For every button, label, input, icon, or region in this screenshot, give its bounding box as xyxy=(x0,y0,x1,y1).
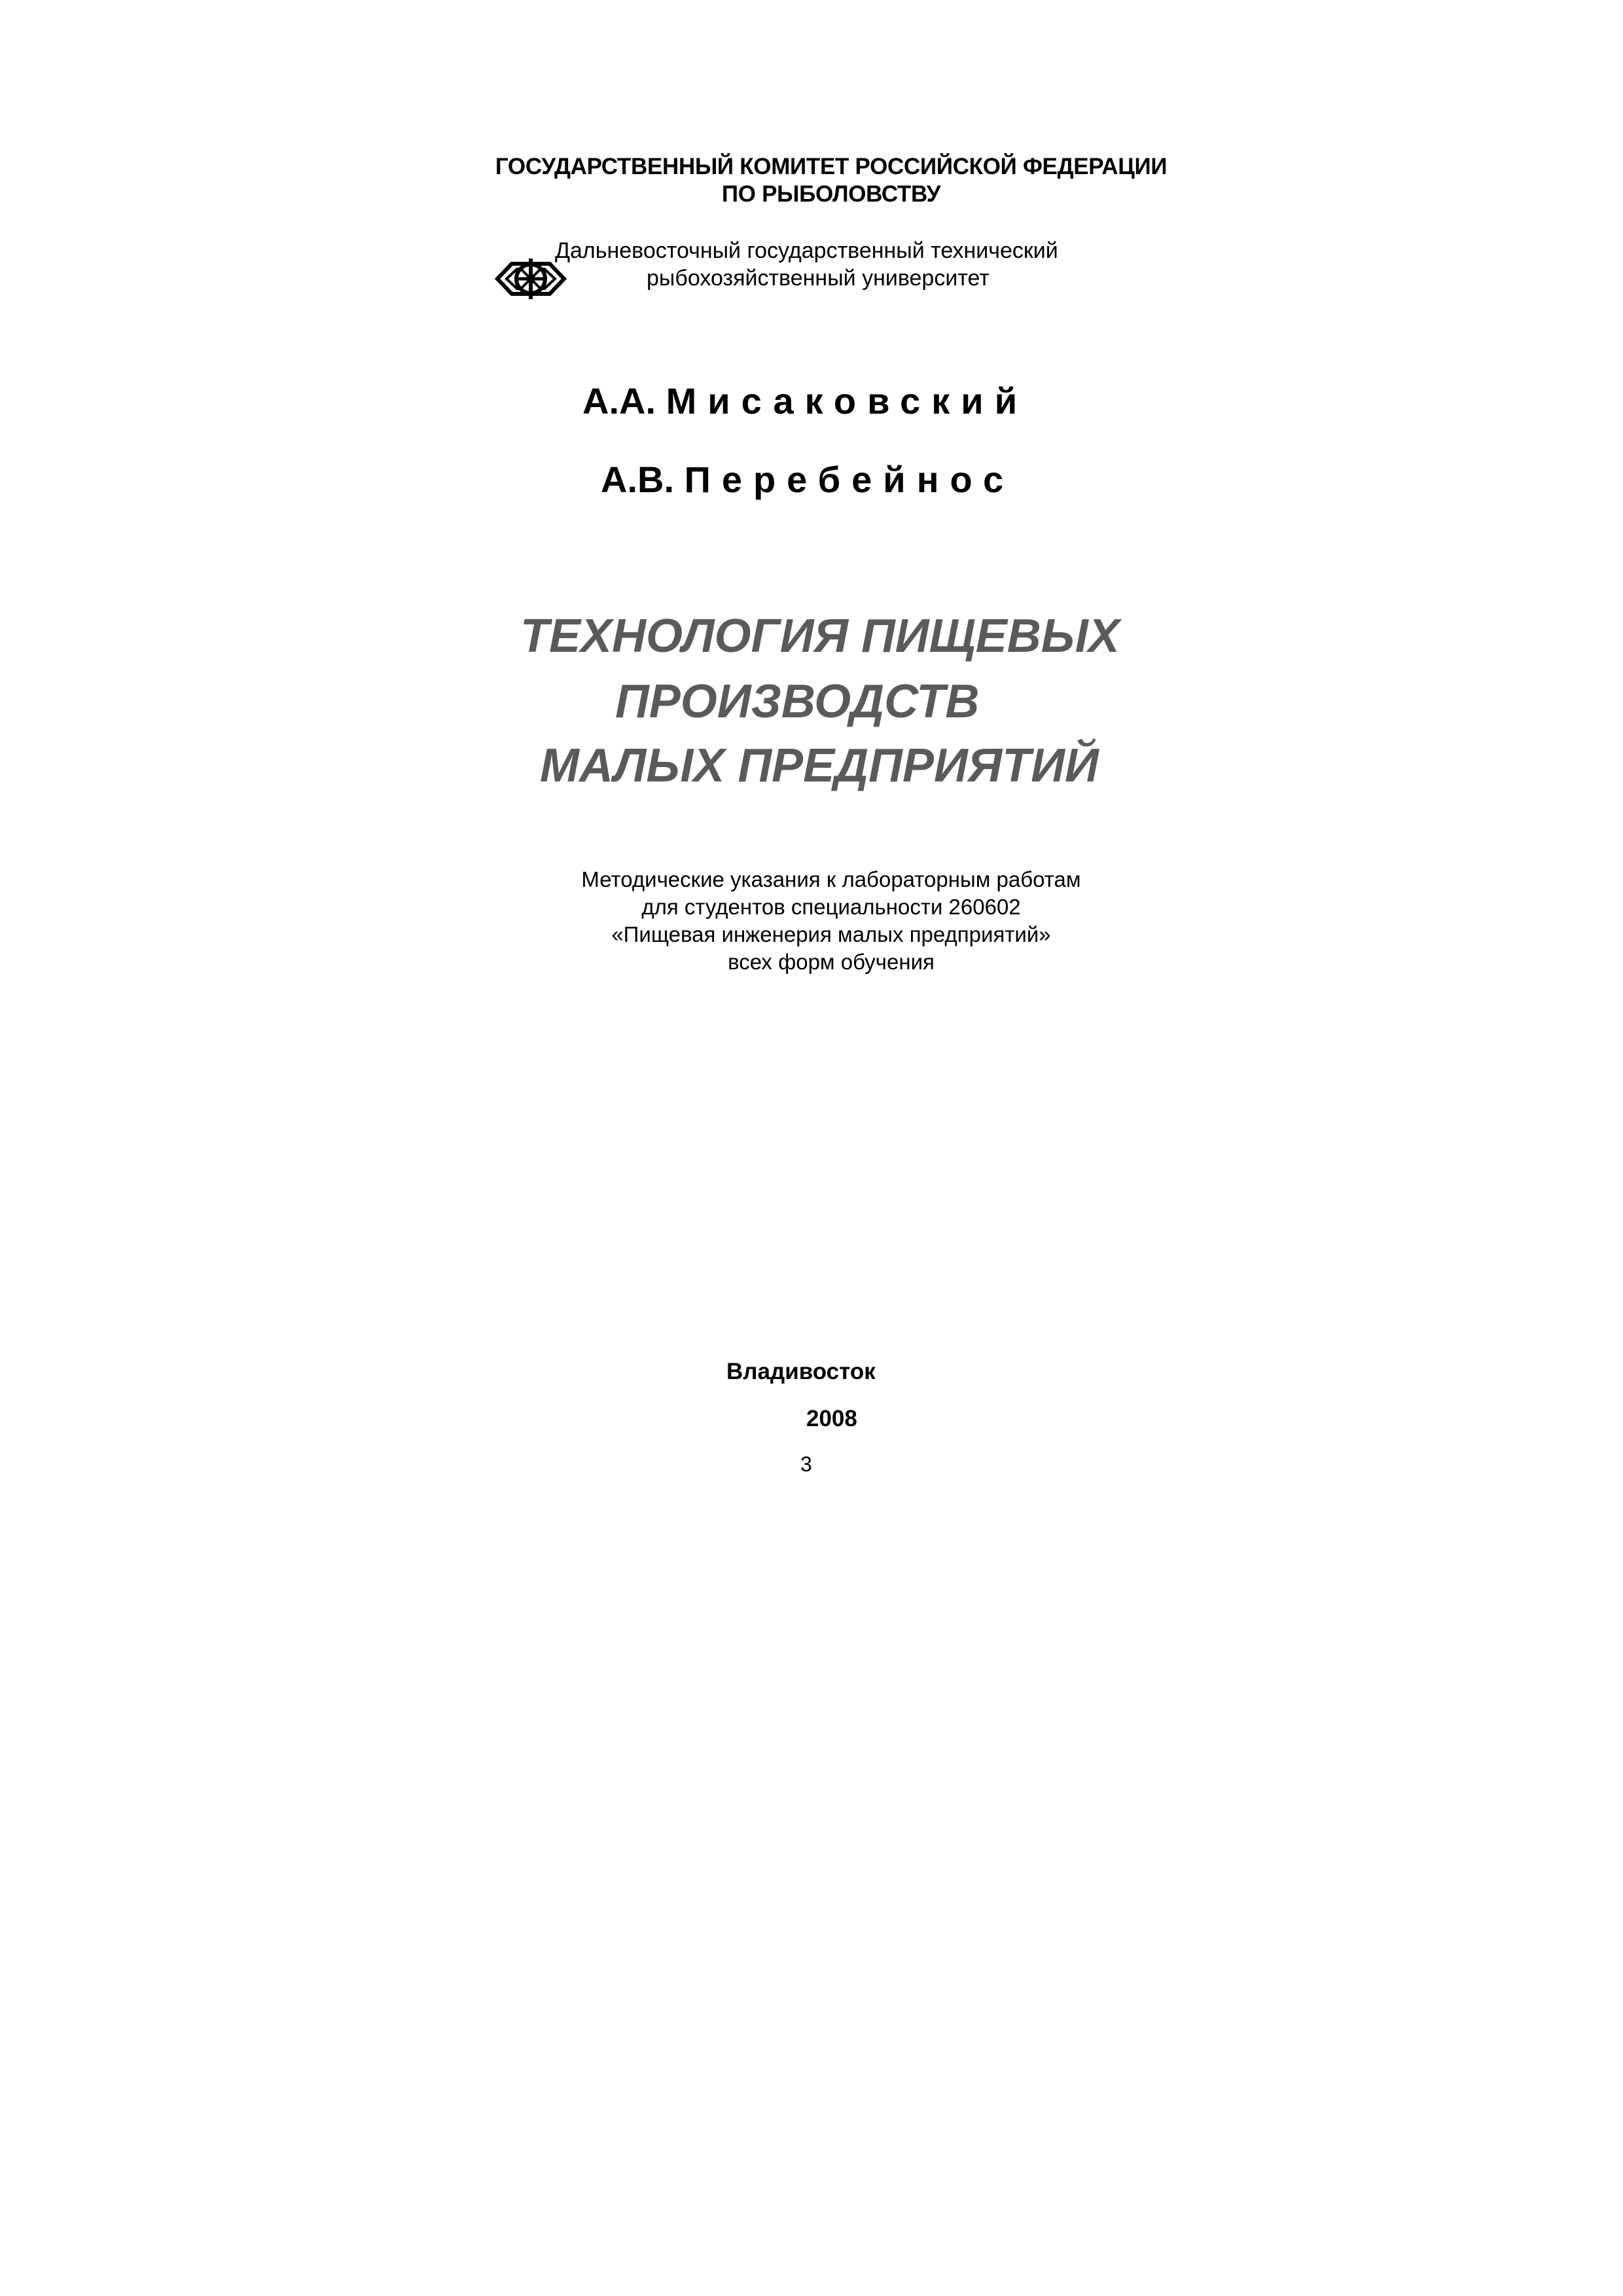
description-line-1: Методические указания к лабораторным работам xyxy=(581,867,1081,891)
book-title-line-2: ПРОИЗВОДСТВ xyxy=(615,675,980,728)
page-number: 3 xyxy=(800,1452,812,1476)
committee-name-line-2: ПО РЫБОЛОВСТВУ xyxy=(721,181,941,207)
description-line-2: для студентов специальности 260602 xyxy=(641,895,1021,919)
author-2-initials: А.В. xyxy=(601,459,674,500)
author-1-initials: А.А. xyxy=(582,380,656,422)
author-1 xyxy=(582,380,1028,423)
committee-name-line-1: ГОСУДАРСТВЕННЫЙ КОМИТЕТ РОССИЙСКОЙ ФЕДЕРАЦИИ xyxy=(495,154,1168,179)
description-line-3: «Пищевая инженерия малых предприятий» xyxy=(611,922,1051,946)
author-2-surname: Перебейнос xyxy=(684,459,1015,500)
author-2 xyxy=(601,458,1014,501)
publication-year: 2008 xyxy=(806,1406,857,1431)
publication-city: Владивосток xyxy=(726,1359,876,1384)
author-1-surname: Мисаковский xyxy=(666,380,1029,422)
university-name-line-2: рыбохозяйственный университет xyxy=(647,266,990,291)
university-name-line-1: Дальневосточный государственный технический xyxy=(555,238,1058,263)
description-line-4: всех форм обучения xyxy=(728,950,935,974)
book-title-line-3: МАЛЫХ ПРЕДПРИЯТИЙ xyxy=(540,740,1099,792)
book-title-line-1: ТЕХНОЛОГИЯ ПИЩЕВЫХ xyxy=(520,610,1120,662)
